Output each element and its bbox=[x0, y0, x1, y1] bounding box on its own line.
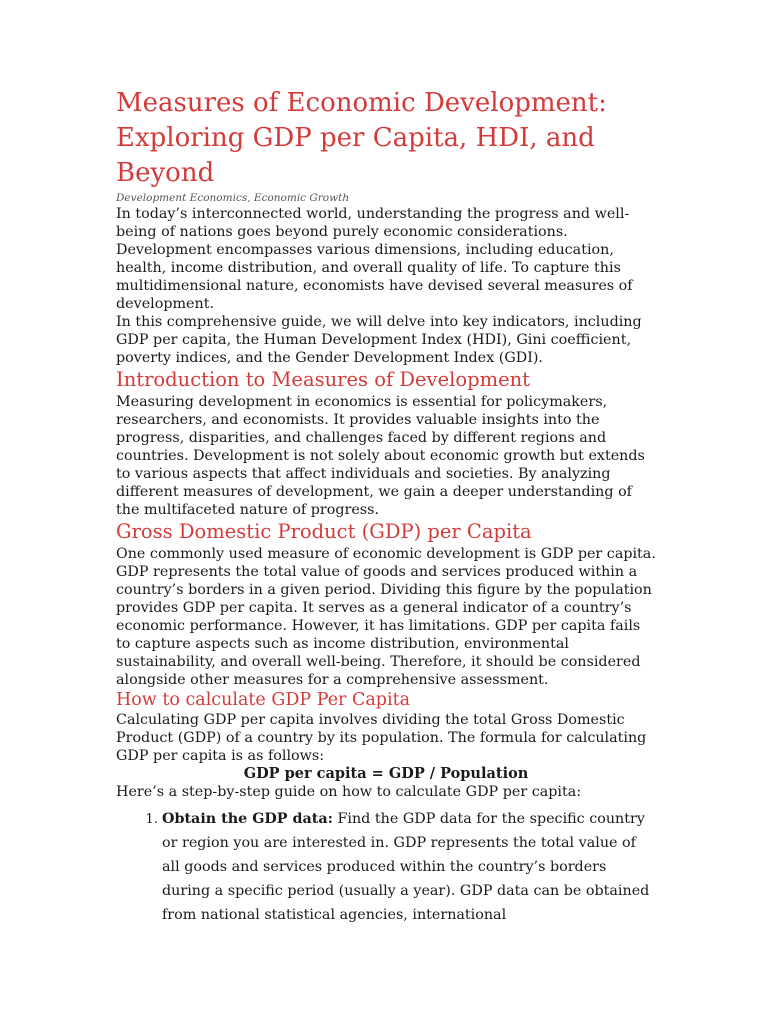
list-item bbox=[162, 807, 656, 927]
category-separator: , bbox=[247, 192, 254, 204]
gdp-formula: GDP per capita = GDP / Population bbox=[243, 765, 529, 782]
section-paragraph: Measuring development in economics is essential for policymakers, researchers, and economists. It provides valuable insights into the progress, disparities, and challenges faced by different regions and countries. Development is not solely about economic growth but extends to various aspects that affect individuals and societies. By analyzing different measures of development, we gain a deeper understanding of the multifaceted nature of progress. bbox=[116, 394, 645, 518]
article-categories bbox=[116, 191, 656, 205]
steps-list bbox=[116, 807, 656, 927]
category-link[interactable]: Development Economics bbox=[116, 192, 248, 204]
step-text: Find the GDP data for the specific country or region you are interested in. GDP represents the total value of all goods and services produced within the country’s borders during a specific period (usually a year). GDP data can be obtained from national statistical agencies, international bbox=[162, 811, 650, 923]
section-paragraph: Calculating GDP per capita involves dividing the total Gross Domestic Product (GDP) of a country by its population. The formula for calculating GDP per capita is as follows: bbox=[116, 712, 647, 764]
category-link[interactable]: Economic Growth bbox=[253, 192, 350, 204]
article bbox=[116, 86, 656, 927]
section-heading-gdp-per-capita: Gross Domestic Product (GDP) per Capita bbox=[116, 520, 532, 543]
steps-intro: Here’s a step-by-step guide on how to calculate GDP per capita: bbox=[116, 784, 582, 800]
section-heading-calculate: How to calculate GDP Per Capita bbox=[116, 690, 411, 710]
step-lead: Obtain the GDP data: bbox=[162, 811, 333, 827]
section-paragraph: One commonly used measure of economic development is GDP per capita. GDP represents the total value of goods and services produced within a country’s borders in a given period. Dividing this figure by the population provides GDP per capita. It serves as a general indicator of a country’s economic performance. However, it has limitations. GDP per capita fails to capture aspects such as income distribution, environmental sustainability, and overall well-being. Therefore, it should be considered alongside other measures for a comprehensive assessment. bbox=[116, 546, 656, 688]
intro-paragraph: In today’s interconnected world, understanding the progress and well-being of nations goes beyond purely economic considerations. Development encompasses various dimensions, including education, health, income distribution, and overall quality of life. To capture this multidimensional nature, economists have devised several measures of development. bbox=[116, 206, 633, 312]
intro-paragraph: In this comprehensive guide, we will delve into key indicators, including GDP per capita, the Human Development Index (HDI), Gini coefficient, poverty indices, and the Gender Development Index (GDI). bbox=[116, 314, 642, 366]
article-title: Measures of Economic Development: Exploring GDP per Capita, HDI, and Beyond bbox=[116, 88, 607, 188]
section-heading-introduction: Introduction to Measures of Development bbox=[116, 368, 531, 391]
